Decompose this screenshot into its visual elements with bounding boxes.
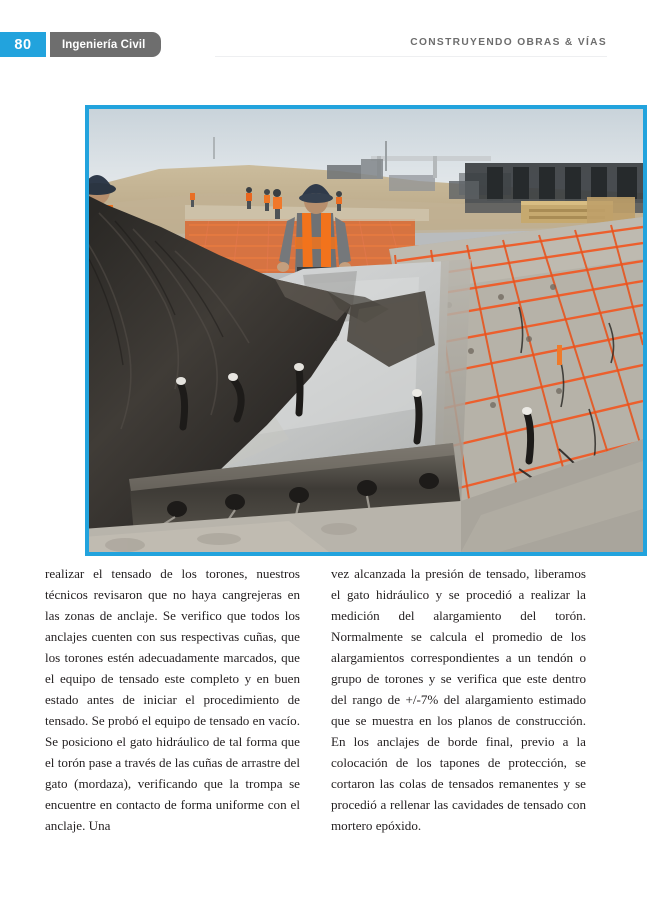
article-paragraph-right: vez alcanzada la presión de tensado, liberamos el gato hidráulico y se procedió a realizar la medición del alargamiento del torón. Normalmente se calcula el promedio de los alargamientos correspondientes a un tendón o grupo de torones y se verifica que este dentro del rango de +/-7% del alargamiento estimado que se muestra en los planos de construcción. En los anclajes de borde final, previo a la colocación de los tapones de protección, se cortaron las colas de tensados remanentes y se procedió a rellenar las cavidades de tensado con mortero epóxido. <box>331 566 586 833</box>
page-number-badge: 80 <box>0 32 46 57</box>
header-divider <box>215 56 607 57</box>
publication-title: CONSTRUYENDO OBRAS & VÍAS <box>410 37 607 48</box>
section-tab <box>50 32 161 57</box>
section-tab-label: Ingeniería Civil <box>62 38 146 51</box>
article-paragraph-left: realizar el tensado de los torones, nuestros técnicos revisaron que no haya cangrejeras en las zonas de anclaje. Se verifico que todos los anclajes cuenten con sus respectivas cuñas, que los torones estén adecuadamente marcados, que el equipo de tensado este completo y en buen estado antes de iniciar el procedimiento de tensado. Se probó el equipo de tensado en vacío. Se posiciono el gato hidráulico de tal forma que el torón pase a través de las cuñas de arrastre del gato (mordaza), verificando que la trompa se encuentre en contacto de forma uniforme con el anclaje. Una <box>45 566 300 833</box>
construction-site-illustration <box>89 109 643 552</box>
article-column-right <box>331 563 586 836</box>
article-column-left <box>45 563 300 836</box>
page-header <box>0 32 650 58</box>
construction-site-photo <box>85 105 647 556</box>
